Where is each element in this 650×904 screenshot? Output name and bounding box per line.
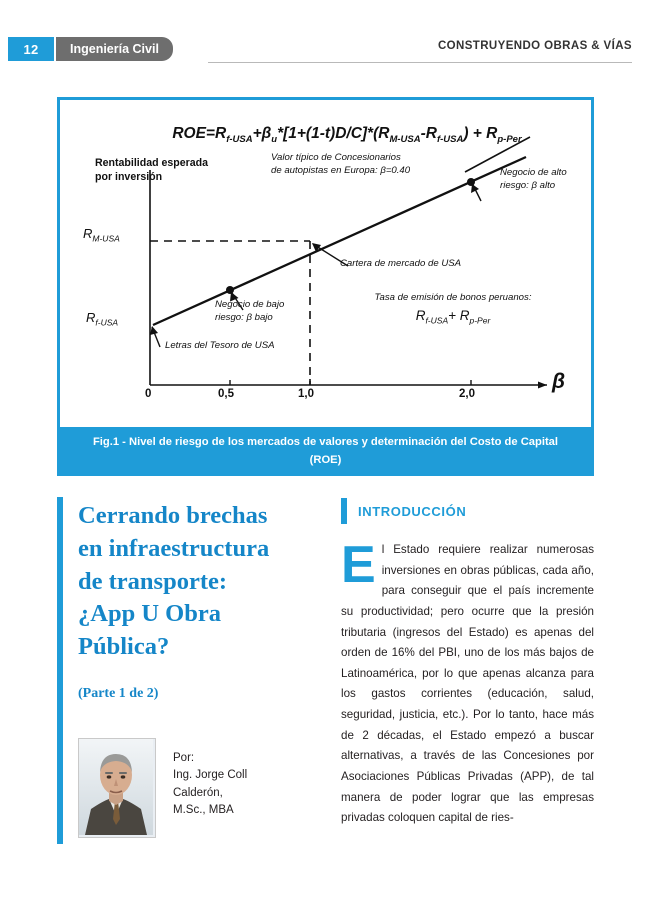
- author-name-line1: Ing. Jorge Coll: [173, 769, 248, 782]
- x-tick-05: 0,5: [218, 388, 234, 400]
- author-block: [78, 738, 303, 838]
- article-part-label: (Parte 1 de 2): [78, 686, 159, 701]
- annotation-alto-riesgo: Negocio de alto riesgo: β alto: [500, 167, 567, 191]
- x-axis-beta-symbol: β: [552, 370, 566, 393]
- article-title-line-1: Cerrando brechas: [78, 502, 268, 529]
- drop-cap: E: [341, 536, 376, 594]
- author-prefix: Por:: [173, 752, 195, 764]
- figure-caption-line2: (ROE): [309, 453, 342, 466]
- intro-heading: [341, 498, 466, 524]
- page-number: 12: [8, 37, 54, 61]
- chart-plot: [60, 100, 591, 427]
- article-title-line-5: Pública?: [78, 633, 170, 661]
- y-axis-title: Rentabilidad esperada por inversión: [95, 157, 209, 184]
- annotation-cartera-mercado: Cartera de mercado de USA: [340, 258, 462, 269]
- annotation-europa: Valor típico de Concesionarios de autopistas en Europa: β=0.40: [271, 152, 411, 176]
- avatar: [79, 739, 153, 835]
- figure-formula: $ROE=R_{f-USA}+\beta_u*[1+(1-t)D/C]*(R_{M-USA}-R_{f-USA}) + R_{p-Per}$: [172, 125, 522, 146]
- article-title-line-4: ¿App U Obra: [78, 600, 221, 628]
- y-tick-rf-usa: $R_{f-USA}$: [86, 310, 119, 328]
- page-header: [0, 0, 650, 78]
- article-title: [78, 500, 303, 664]
- y-tick-rm-usa: $R_{M-USA}$: [83, 226, 120, 244]
- intro-heading-label: INTRODUCCIÓN: [358, 503, 467, 519]
- figure-caption-line1: Fig.1 - Nivel de riesgo de los mercados de valores y determinación del Costo de Capital: [92, 436, 559, 449]
- masthead-title: CONSTRUYENDO OBRAS & VÍAS: [437, 40, 632, 52]
- author-name-line2: Calderón,: [173, 786, 223, 799]
- intro-accent-bar: [341, 498, 347, 524]
- figure-caption: [57, 427, 594, 476]
- figure-container: [57, 97, 594, 427]
- author-credit: [173, 750, 247, 820]
- bonos-formula: $R_{f-USA}+ R_{p-Per}$: [415, 308, 491, 327]
- author-photo: [78, 738, 156, 838]
- x-tick-10: 1,0: [298, 388, 314, 400]
- x-tick-0: 0: [145, 388, 152, 400]
- section-tag: Ingeniería Civil: [56, 37, 173, 61]
- header-divider: [208, 62, 632, 63]
- annotation-letras-tesoro: Letras del Tesoro de USA: [165, 340, 275, 351]
- annotation-bajo-riesgo: Negocio de bajo riesgo: β bajo: [215, 299, 285, 323]
- x-tick-20: 2,0: [459, 388, 475, 400]
- intro-body: [341, 536, 594, 829]
- article-accent-bar: [57, 497, 63, 844]
- intro-body-text: l Estado requiere realizar numerosas inversiones en obras públicas, cada año, para conseguir que el país incremente su productividad; pero ocurre que la presión tributaria (ingresos del Estado) es apenas del orden de 16% del PBI, uno de los más bajos de Latinoamérica, por lo que apenas alcanza para los gastos corrientes (educación, salud, seguridad, justicia, etc.). Por lo tanto, hace más de 2 décadas, el Estado empezó a buscar alternativas, a través de las Concesiones por Asociaciones Públicas Privadas (APP), de tal manera de poder lograr que las empresas privadas coloquen capital de ries-: [341, 543, 594, 825]
- article-title-line-3: de transporte:: [78, 567, 228, 595]
- article-title-line-2: en infraestructura: [78, 534, 270, 562]
- annotation-bonos-peruanos: Tasa de emisión de bonos peruanos: $R_{f-USA}+ R_{p-Per}$: [374, 292, 532, 327]
- author-degrees: M.Sc., MBA: [173, 804, 234, 817]
